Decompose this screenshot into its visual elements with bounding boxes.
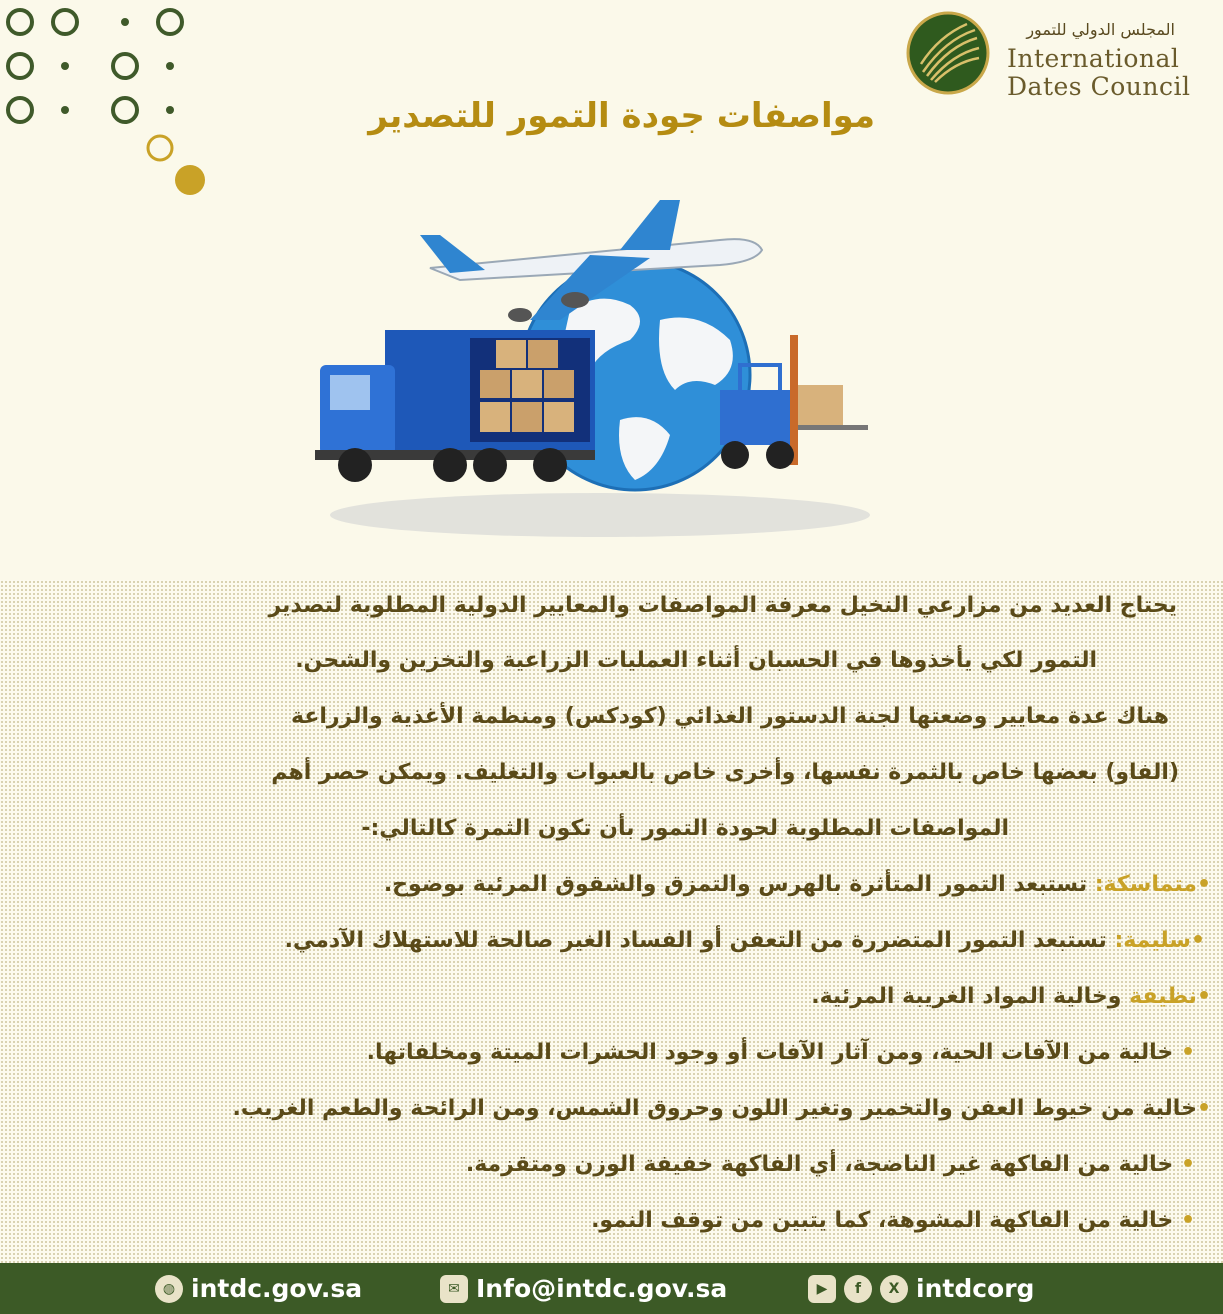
- contact-footer: [0, 1263, 1223, 1314]
- dot-small: [61, 62, 69, 70]
- logo-arabic-name: المجلس الدولي للتمور: [1026, 20, 1175, 39]
- dot-ring: [53, 10, 77, 34]
- logo-english-line2: Dates Council: [1007, 72, 1191, 101]
- truck-icon: [315, 330, 595, 482]
- list-bullet: •: [1190, 928, 1205, 953]
- x-icon[interactable]: X: [880, 1275, 908, 1303]
- globe-icon: ◍: [155, 1275, 183, 1303]
- criterion-text: وخالية المواد الغريبة المرئية.: [811, 984, 1130, 1009]
- criterion-text: تستبعد التمور المتأثرة بالهرس والتمزق والشقوق المرئية بوضوح.: [383, 872, 1095, 897]
- dot-ring: [113, 98, 137, 122]
- email-link[interactable]: [440, 1263, 727, 1314]
- list-item: [233, 1096, 1211, 1121]
- mail-icon: ✉: [440, 1275, 468, 1303]
- dot-small: [61, 106, 69, 114]
- dot-small: [121, 18, 129, 26]
- dot-ring: [8, 54, 32, 78]
- list-bullet: •: [1180, 1040, 1195, 1065]
- intro-line: (الفاو) بعضها خاص بالثمرة نفسها، وأخرى خاص بالعبوات والتغليف. ويمكن حصر أهم: [271, 760, 1179, 785]
- criterion-term: سليمة:: [1114, 928, 1191, 953]
- dot-ring: [113, 54, 137, 78]
- list-bullet: •: [1196, 872, 1211, 897]
- list-bullet: •: [1180, 1208, 1195, 1233]
- youtube-icon[interactable]: ▶: [808, 1275, 836, 1303]
- social-links: [808, 1263, 1034, 1314]
- intro-line: يحتاج العديد من مزارعي النخيل معرفة المواصفات والمعايير الدولية المطلوبة لتصدير: [268, 593, 1177, 618]
- export-illustration: [300, 170, 900, 570]
- intro-line: المواصفات المطلوبة لجودة التمور بأن تكون الثمرة كالتالي:-: [361, 816, 1009, 841]
- criterion-text: خالية من الآفات الحية، ومن آثار الآفات أو وجود الحشرات الميتة ومخلفاتها.: [366, 1040, 1181, 1065]
- list-bullet: •: [1196, 1096, 1211, 1121]
- criterion-term: نظيفة: [1129, 984, 1197, 1009]
- social-handle: intdcorg: [916, 1274, 1035, 1303]
- criterion-text: تستبعد التمور المتضررة من التعفن أو الفساد الغير صالحة للاستهلاك الآدمي.: [284, 928, 1115, 953]
- email-text: Info@intdc.gov.sa: [476, 1274, 728, 1303]
- decorative-dots: [0, 0, 220, 200]
- criterion-text: خالية من الفاكهة غير الناضجة، أي الفاكهة خفيفة الوزن ومتقزمة.: [465, 1152, 1181, 1177]
- facebook-icon[interactable]: f: [844, 1275, 872, 1303]
- list-item: [466, 1152, 1195, 1177]
- list-bullet: •: [1180, 1152, 1195, 1177]
- list-item: [285, 928, 1205, 953]
- list-item: [367, 1040, 1195, 1065]
- page-title: مواصفات جودة التمور للتصدير: [368, 96, 875, 136]
- list-item: [384, 872, 1211, 897]
- dot-small: [166, 62, 174, 70]
- dot-ring: [158, 10, 182, 34]
- list-item: [591, 1208, 1195, 1233]
- intro-line: هناك عدة معايير وضعتها لجنة الدستور الغذائي (كودكس) ومنظمة الأغذية والزراعة: [290, 704, 1169, 729]
- dot-small: [166, 106, 174, 114]
- criterion-term: متماسكة:: [1094, 872, 1197, 897]
- palm-emblem-icon: [905, 10, 991, 96]
- council-logo: [905, 10, 1195, 100]
- list-bullet: •: [1196, 984, 1211, 1009]
- dot-ring: [8, 10, 32, 34]
- logo-english-line1: International: [1007, 44, 1180, 73]
- website-link[interactable]: [155, 1263, 362, 1314]
- website-text: intdc.gov.sa: [191, 1274, 363, 1303]
- intro-line: التمور لكي يأخذوها في الحسبان أثناء العمليات الزراعية والتخزين والشحن.: [295, 648, 1097, 673]
- dot-ring-gold: [148, 136, 172, 160]
- criterion-text: خالية من الفاكهة المشوهة، كما يتبين من توقف النمو.: [591, 1208, 1181, 1233]
- article-body: [0, 580, 1223, 1263]
- criterion-text: خالية من خيوط العفن والتخمير وتغير اللون وحروق الشمس، ومن الرائحة والطعم الغريب.: [232, 1096, 1197, 1121]
- dot-gold: [175, 165, 205, 195]
- dot-ring: [8, 98, 32, 122]
- list-item: [811, 984, 1211, 1009]
